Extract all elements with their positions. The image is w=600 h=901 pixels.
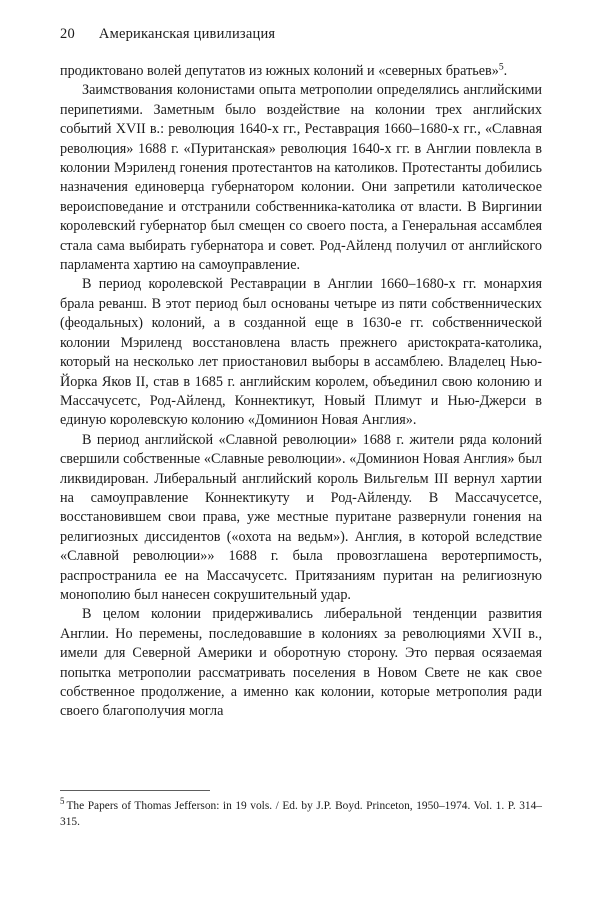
page-number: 20	[60, 26, 75, 42]
footnote-5	[60, 798, 542, 830]
page-header	[60, 26, 540, 43]
paragraph-1-text: продиктовано волей депутатов из южных колоний и «северных братьев»	[60, 63, 499, 79]
footnote-marker: 5	[60, 796, 65, 807]
paragraph-1-text-after: .	[503, 63, 508, 79]
footnote-reference-5: 5	[498, 61, 504, 73]
paragraph-2: Заимствования колонистами опыта метрополии определялись английскими перипетиями. Заметным было воздействие на колонии трех английских событий XVII в.: революция 1640-х гг., Реставрация 1660–1680-х гг., «Славная революция» 1688 г. «Пуританская» революция 1640-х гг. в Англии повлекла в колонии Мэриленд гонения протестантов на католиков. Протестанты добились назначения единоверца губернатором колонии. Они запретили католическое вероисповедание и отстранили собственника-католика от власти. В Виргинии королевский губернатор был смещен со своего поста, а Генеральная ассамблея стала сама выбирать губернатора и совет. Род-Айленд получил от английского парламента хартию на самоуправление.	[60, 82, 542, 274]
paragraph-4: В период английской «Славной революции» 1688 г. жители ряда колоний свершили собственные «Славные революции». «Доминион Новая Англия» был ликвидирован. Либеральный английский король Вильгельм III вернул хартии на самоуправление Коннектикуту и Род-Айленду. В Массачусетсе, восстановившем свои права, уже местные пуритане развернули гонения на религиозных диссидентов («охота на ведьм»). Англия, в которой вследствие «Славной революции»» 1688 г. была провозглашена веротерпимость, распространила ее на Массачусетс. Притязаниям пуритан на религиозную монополию был нанесен сокрушительный удар.	[60, 431, 542, 603]
running-title: Американская цивилизация	[98, 26, 276, 42]
paragraph-1	[60, 62, 542, 81]
footnote-area	[60, 790, 542, 830]
paragraph-5: В целом колонии придерживались либеральной тенденции развития Англии. Но перемены, последовавшие в колониях за революциями XVII в., имели для Северной Америки и оборотную сторону. Это первая осязаемая попытка метрополии рассматривать поселения в Новом Свете не как свое собственное продолжение, а именно как колонии, которые метрополия ради своего благополучия могла	[60, 606, 542, 720]
body-text	[60, 62, 542, 722]
paragraph-3: В период королевской Реставрации в Англии 1660–1680-х гг. монархия брала реванш. В этот период был основаны четыре из пяти собственнических (феодальных) колоний, а в созданной еще в 1630-е гг. собственнической колонии Мэриленд восстановлена власть прежнего аристократа-католика, который на несколько лет приостановил выборы в ассамблею. Владелец Нью-Йорка Яков II, став в 1685 г. английским королем, объединил свою колонию и Массачусетс, Род-Айленд, Коннектикут, Новый Плимут и Нью-Джерси в единую королевскую колонию «Доминион Новая Англия».	[60, 276, 542, 429]
footnote-separator	[60, 790, 210, 791]
footnote-text: The Papers of Thomas Jefferson: in 19 vols. / Ed. by J.P. Boyd. Princeton, 1950–1974. Vol. 1. P. 314–315.	[60, 800, 542, 829]
